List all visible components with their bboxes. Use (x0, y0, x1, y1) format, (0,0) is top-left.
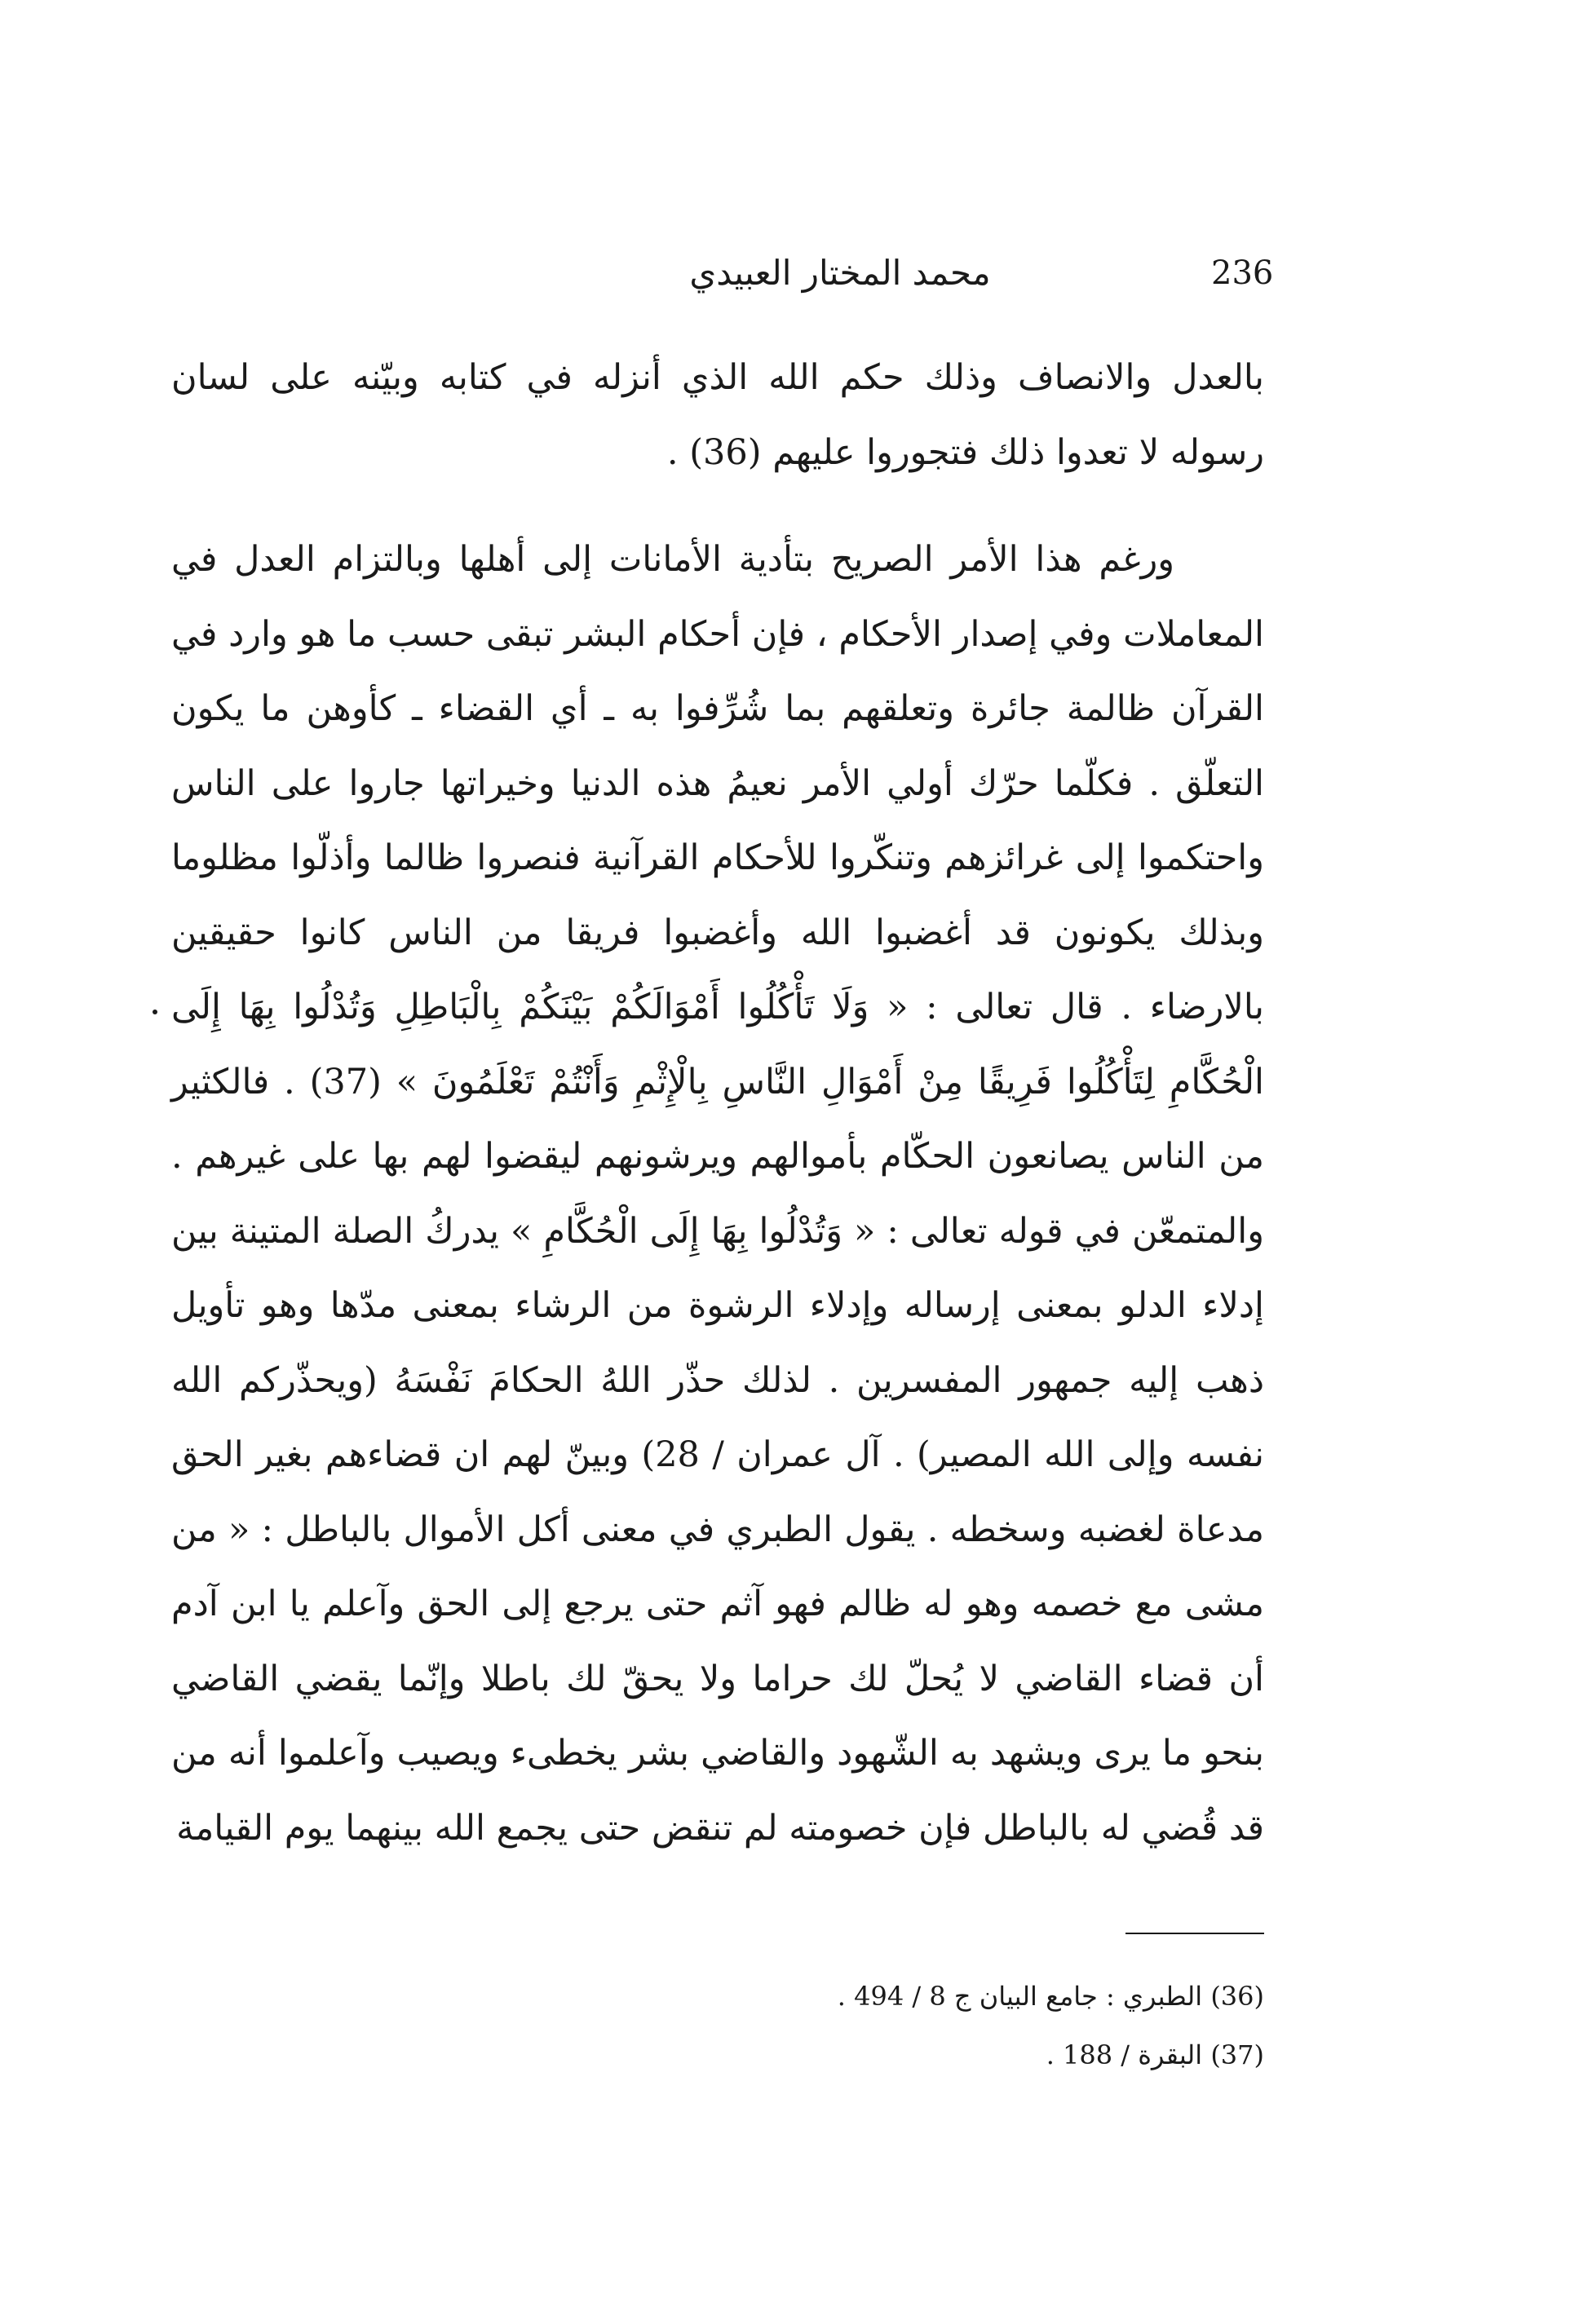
stray-mark (153, 1010, 157, 1014)
footnote-37: (37) البقرة / 188 . (1046, 2039, 1264, 2070)
footnote-separator (1125, 1933, 1264, 1934)
paragraph-2: ورغم هذا الأمر الصريح بتأدية الأمانات إلى أهلها وبالتزام العدل في المعاملات وفي إصدار الأحكام ، فإن أحكام البشر تبقى حسب ما هو وارد في القرآن ظالمة جائرة وتعلقهم بما شُرِّفوا به ـ أي القضاء ـ كأوهن ما يكون التعلّق . فكلّما حرّك أولي الأمر نعيمُ هذه الدنيا وخيراتها جاروا على الناس واحتكموا إلى غرائزهم وتنكّروا للأحكام القرآنية فنصروا ظالما وأذلّوا مظلوما وبذلك يكونون قد أغضبوا الله وأغضبوا فريقا من الناس كانوا حقيقين بالارضاء . قال تعالى : « وَلَا تَأْكُلُوا أَمْوَالَكُمْ بَيْنَكُمْ بِالْبَاطِلِ وَتُدْلُوا بِهَا إِلَى الْحُكَّامِ لِتَأْكُلُوا فَرِيقًا مِنْ أَمْوَالِ النَّاسِ بِالْإِثْمِ وَأَنْتُمْ تَعْلَمُونَ » (37) . فالكثير من الناس يصانعون الحكّام بأموالهم ويرشونهم ليقضوا لهم بها على غيرهم . والمتمعّن في قوله تعالى : « وَتُدْلُوا بِهَا إِلَى الْحُكَّامِ » يدركُ الصلة المتينة بين إدلاء الدلو بمعنى إرساله وإدلاء الرشوة من الرشاء بمعنى مدّها وهو تأويل ذهب إليه جمهور المفسرين . لذلك حذّر اللهُ الحكامَ نَفْسَهُ (ويحذّركم الله نفسه وإلى الله المصير) . آل عمران / 28) وبينّ لهم ان قضاءهم بغير الحق مدعاة لغضبه وسخطه . يقول الطبري في معنى أكل الأموال بالباطل : « من مشى مع خصمه وهو له ظالم فهو آثم حتى يرجع إلى الحق وآعلم يا ابن آدم أن قضاء القاضي لا يُحلّ لك حراما ولا يحقّ لك باطلا وإنّما يقضي القاضي بنحو ما يرى ويشهد به الشّهود والقاضي بشر يخطىء ويصيب وآعلموا أنه من قد قُضي له بالباطل فإن خصومته لم تنقض حتى يجمع الله بينهما يوم القيامة (171, 539, 1264, 1849)
body-text (171, 341, 1264, 1866)
footnote-36: (36) الطبري : جامع البيان ج 8 / 494 . (837, 1981, 1264, 2012)
page-number: 236 (1211, 254, 1274, 292)
page-header (171, 245, 1274, 302)
running-head: محمد المختار العبيدي (689, 253, 991, 293)
paragraph-1: بالعدل والانصاف وذلك حكم الله الذي أنزله في كتابه وبيّنه على لسان رسوله لا تعدوا ذلك فتجوروا عليهم (36) . (171, 357, 1264, 473)
footnotes (620, 1967, 1264, 2084)
